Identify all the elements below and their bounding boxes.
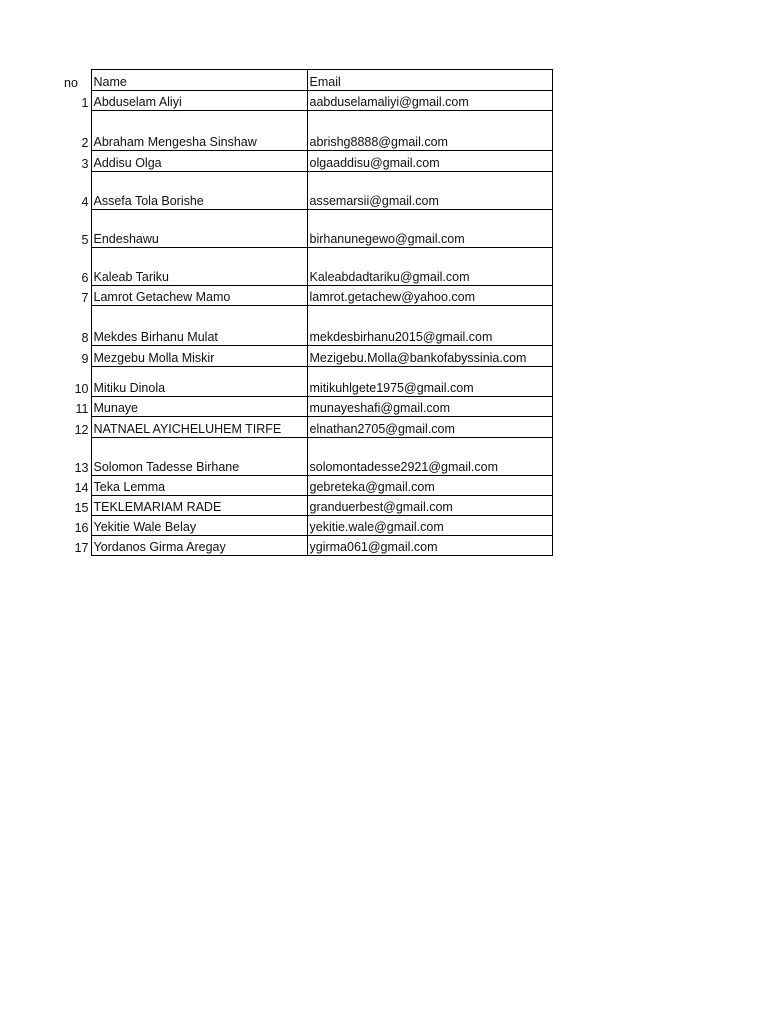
header-email: Email <box>307 70 552 91</box>
table-row <box>58 151 552 172</box>
row-email: abrishg8888@gmail.com <box>307 111 552 151</box>
row-name: Solomon Tadesse Birhane <box>91 438 307 476</box>
header-name: Name <box>91 70 307 91</box>
row-number: 6 <box>81 270 89 285</box>
table-row <box>58 438 552 476</box>
row-email: olgaaddisu@gmail.com <box>307 151 552 172</box>
table-row <box>58 417 552 438</box>
row-email: granduerbest@gmail.com <box>307 496 552 516</box>
table-row <box>58 476 552 496</box>
row-number: 5 <box>81 232 89 247</box>
row-name: Teka Lemma <box>91 476 307 496</box>
table-row <box>58 306 552 346</box>
row-name: NATNAEL AYICHELUHEM TIRFE <box>91 417 307 438</box>
row-number: 10 <box>74 381 89 396</box>
table-row <box>58 397 552 417</box>
table-row <box>58 248 552 286</box>
row-name: Munaye <box>91 397 307 417</box>
row-name: Kaleab Tariku <box>91 248 307 286</box>
table-row <box>58 210 552 248</box>
table-row <box>58 516 552 536</box>
row-number: 15 <box>74 500 89 515</box>
row-email: yekitie.wale@gmail.com <box>307 516 552 536</box>
row-name: Mezgebu Molla Miskir <box>91 346 307 367</box>
row-number: 3 <box>81 156 89 171</box>
row-email: elnathan2705@gmail.com <box>307 417 552 438</box>
row-email: mekdesbirhanu2015@gmail.com <box>307 306 552 346</box>
row-name: Yordanos Girma Aregay <box>91 536 307 556</box>
contact-table <box>58 69 553 556</box>
row-email: lamrot.getachew@yahoo.com <box>307 286 552 306</box>
row-email: munayeshafi@gmail.com <box>307 397 552 417</box>
row-name: Mekdes Birhanu Mulat <box>91 306 307 346</box>
row-email: solomontadesse2921@gmail.com <box>307 438 552 476</box>
table-row <box>58 172 552 210</box>
table-row <box>58 111 552 151</box>
table-row <box>58 91 552 111</box>
row-number: 9 <box>81 351 89 366</box>
row-name: Mitiku Dinola <box>91 367 307 397</box>
row-name: Abduselam Aliyi <box>91 91 307 111</box>
row-number: 12 <box>74 422 89 437</box>
row-email: Kaleabdadtariku@gmail.com <box>307 248 552 286</box>
table-row <box>58 536 552 556</box>
table-row <box>58 286 552 306</box>
row-number: 16 <box>74 520 89 535</box>
table-row <box>58 367 552 397</box>
row-number: 17 <box>74 540 89 555</box>
row-name: Assefa Tola Borishe <box>91 172 307 210</box>
row-number: 1 <box>81 95 89 110</box>
row-email: gebreteka@gmail.com <box>307 476 552 496</box>
header-no: no <box>64 75 78 90</box>
row-number: 13 <box>74 460 89 475</box>
row-name: Addisu Olga <box>91 151 307 172</box>
row-number: 7 <box>81 290 89 305</box>
row-name: Yekitie Wale Belay <box>91 516 307 536</box>
row-name: Lamrot Getachew Mamo <box>91 286 307 306</box>
table-row <box>58 346 552 367</box>
row-number: 4 <box>81 194 89 209</box>
row-name: Endeshawu <box>91 210 307 248</box>
table-row <box>58 496 552 516</box>
row-number: 8 <box>81 330 89 345</box>
row-email: Mezigebu.Molla@bankofabyssinia.com <box>307 346 552 367</box>
row-email: assemarsii@gmail.com <box>307 172 552 210</box>
row-name: TEKLEMARIAM RADE <box>91 496 307 516</box>
row-email: birhanunegewo@gmail.com <box>307 210 552 248</box>
row-email: mitikuhlgete1975@gmail.com <box>307 367 552 397</box>
row-number: 14 <box>74 480 89 495</box>
row-email: ygirma061@gmail.com <box>307 536 552 556</box>
header-row <box>58 70 552 91</box>
row-name: Abraham Mengesha Sinshaw <box>91 111 307 151</box>
row-email: aabduselamaliyi@gmail.com <box>307 91 552 111</box>
row-number: 2 <box>81 135 89 150</box>
row-number: 11 <box>75 401 89 416</box>
